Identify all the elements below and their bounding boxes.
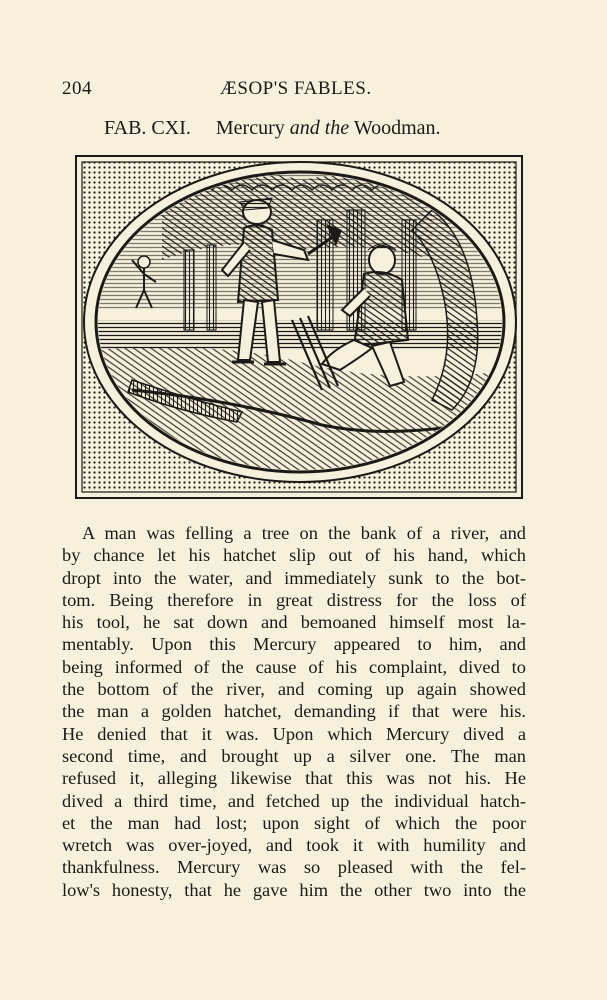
fable-title-mercury: Mercury (215, 117, 285, 139)
book-title: ÆSOP'S FABLES. (220, 78, 372, 99)
body-line: mentably. Upon this Mercury appeared to him, and (62, 634, 526, 655)
body-line: wretch was over-joyed, and took it with humility and (62, 835, 526, 856)
fable-heading (104, 117, 524, 140)
body-line: second time, and brought up a silver one. The man (62, 745, 526, 766)
body-line: the bottom of the river, and coming up again showed (62, 679, 526, 700)
body-line: being informed of the cause of his complaint, dived to (62, 656, 526, 677)
running-head (62, 78, 482, 102)
body-line: A man was felling a tree on the bank of a river, and (82, 523, 526, 543)
page-number: 204 (62, 78, 92, 99)
body-line: by chance let his hatchet slip out of his hand, which (62, 545, 526, 566)
body-line: dived a third time, and fetched up the individual hatch- (62, 790, 526, 811)
woodcut-engraving-icon (72, 150, 526, 506)
body-line: tom. Being therefore in great distress for the loss of (62, 589, 526, 610)
fable-title-and-the: and the (289, 117, 350, 139)
fable-body-text (62, 522, 526, 901)
body-line: his tool, he sat down and bemoaned himself most la- (62, 612, 526, 633)
body-line: thankfulness. Mercury was so pleased with the fel- (62, 857, 526, 878)
fable-title-woodman: Woodman. (353, 117, 441, 139)
body-line: refused it, alleging likewise that this was not his. He (62, 768, 526, 789)
body-line: et the man had lost; upon sight of which the poor (62, 812, 526, 833)
body-line: low's honesty, that he gave him the other two into the (62, 879, 526, 900)
body-line: the man a golden hatchet, demanding if that were his. (62, 701, 526, 722)
body-line: He denied that it was. Upon which Mercury dived a (62, 723, 526, 744)
woodcut-illustration (72, 150, 526, 506)
fable-number: FAB. CXI. (104, 117, 191, 139)
body-line: dropt into the water, and immediately sunk to the bot- (62, 567, 526, 588)
